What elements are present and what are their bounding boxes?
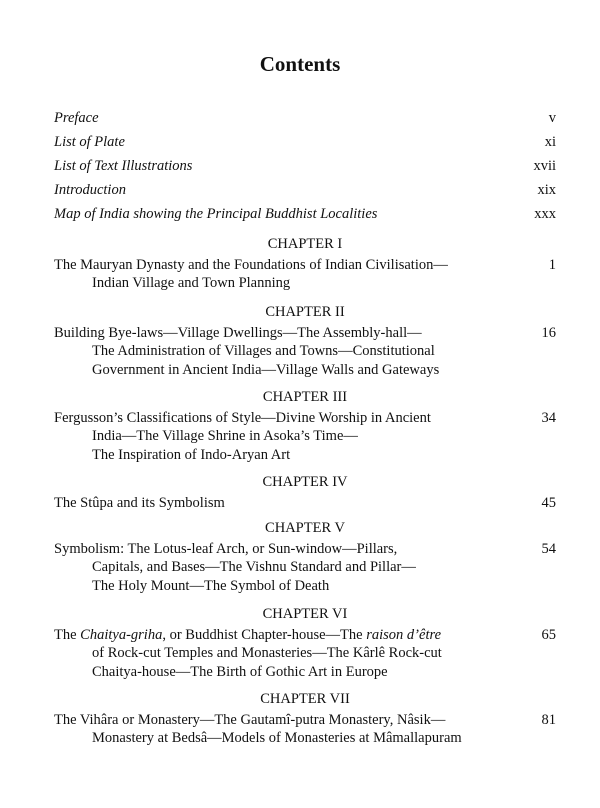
chapter-7 [54,690,556,748]
entry-page: xi [544,134,556,150]
chapter-entry[interactable] [54,409,556,465]
chapter-entry[interactable] [54,711,556,748]
entry-line: Monastery at Bedsâ—Models of Monasteries at Mâmallapuram [92,730,462,746]
entry-line: Capitals, and Bases—The Vishnu Standard and Pillar— [92,559,416,575]
entry-line: Symbolism: The Lotus-leaf Arch, or Sun-window—Pillars, [54,540,398,557]
entry-page: xvii [533,158,556,174]
chapter-entry[interactable] [54,324,556,380]
entry-label: List of Plate [54,134,125,150]
chapter-2 [54,303,556,379]
entry-line: India—The Village Shrine in Asoka’s Time— [92,428,358,444]
entry-page: 54 [541,540,556,557]
entry-label: List of Text Illustrations [54,158,193,174]
entry-line: Government in Ancient India—Village Walls and Gateways [92,361,440,378]
chapter-5 [54,519,556,595]
entry-line: The Administration of Villages and Towns—Constitutional [92,343,435,359]
entry-line: The Inspiration of Indo-Aryan Art [92,446,291,463]
entry-line: Fergusson’s Classifications of Style—Divine Worship in Ancient [54,409,431,426]
entry-line: Indian Village and Town Planning [92,275,291,291]
page-title: Contents [259,52,341,76]
entry-text: , or Buddhist Chapter-house—The [162,626,367,643]
entry-page: 16 [541,324,556,341]
entry-line: The Stûpa and its Symbolism [54,494,225,511]
entry-line: The Vihâra or Monastery—The Gautamî-putra Monastery, Nâsik— [54,711,446,728]
entry-italic-term: raison d’être [366,626,442,643]
chapter-6 [54,605,556,681]
chapter-heading: CHAPTER III [262,389,348,405]
chapter-heading: CHAPTER I [267,236,343,252]
chapter-heading: CHAPTER VII [260,691,350,707]
entry-line: Building Bye-laws—Village Dwellings—The Assembly-hall— [54,324,422,341]
chapter-entry[interactable] [54,540,556,596]
chapter-entry[interactable] [54,494,556,513]
entry-text: The [54,626,81,643]
entry-page: 45 [541,494,556,511]
chapter-4 [54,473,556,512]
entry-page: 65 [541,626,556,643]
entry-line: Chaitya-house—The Birth of Gothic Art in Europe [92,663,388,680]
entry-page: 81 [541,711,556,728]
entry-page: v [548,110,556,126]
chapter-1 [54,235,556,293]
chapter-heading: CHAPTER II [265,304,345,320]
chapter-heading: CHAPTER VI [262,606,348,622]
entry-line [54,626,510,645]
chapter-entry[interactable] [54,626,556,682]
chapter-heading: CHAPTER V [265,520,345,536]
chapter-entry[interactable] [54,256,556,293]
entry-line: The Mauryan Dynasty and the Foundations of Indian Civilisation— [54,256,448,273]
entry-label: Map of India showing the Principal Buddhist Localities [54,206,378,222]
chapter-3 [54,388,556,464]
entry-page: 1 [548,256,556,273]
entry-page: xix [537,182,556,198]
entry-page: xxx [534,206,556,222]
entry-line: The Holy Mount—The Symbol of Death [92,577,330,594]
entry-page: 34 [541,409,556,426]
entry-label: Introduction [54,182,126,198]
chapter-heading: CHAPTER IV [262,474,348,490]
entry-italic-term: Chaitya-griha [80,626,163,643]
entry-label: Preface [54,110,99,126]
entry-line: of Rock-cut Temples and Monasteries—The Kârlê Rock-cut [92,645,442,661]
